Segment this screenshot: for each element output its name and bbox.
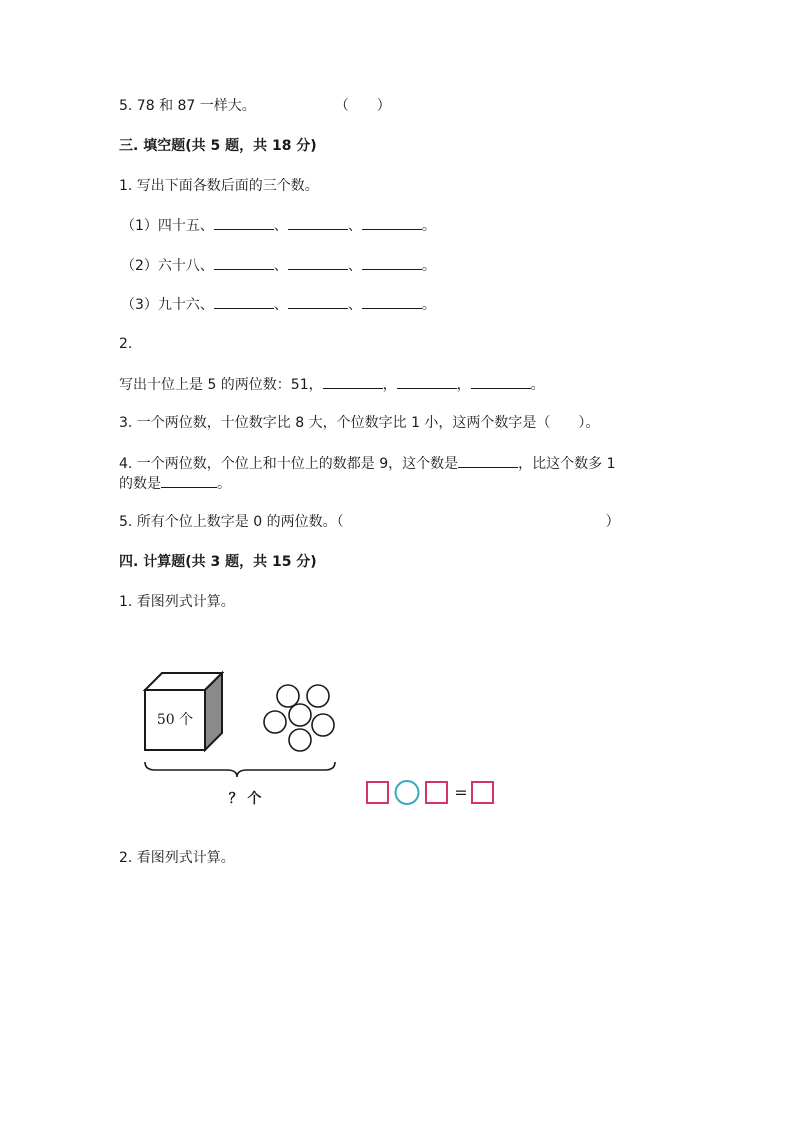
circle-icon bbox=[307, 685, 329, 707]
answer-blank[interactable] bbox=[161, 473, 217, 488]
answer-box[interactable] bbox=[472, 782, 493, 803]
separator: 、 bbox=[347, 297, 362, 313]
equals-sign: = bbox=[454, 783, 468, 802]
answer-blank[interactable] bbox=[362, 294, 422, 309]
item-label: （2）六十八、 bbox=[121, 258, 214, 274]
period: 。 bbox=[421, 258, 436, 274]
counting-figure bbox=[130, 660, 530, 820]
answer-box[interactable] bbox=[367, 782, 388, 803]
question-5 bbox=[119, 512, 620, 532]
calc-question-1-stem: 1. 看图列式计算。 bbox=[119, 594, 235, 610]
separator: 、 bbox=[273, 258, 288, 274]
question-2-text: 写出十位上是 5 的两位数：51， bbox=[119, 377, 323, 393]
answer-blank[interactable] bbox=[458, 453, 518, 468]
question-1-item-1 bbox=[121, 215, 436, 236]
tf-question-5-text: 5. 78 和 87 一样大。 bbox=[119, 98, 256, 114]
answer-blank[interactable] bbox=[471, 374, 531, 389]
question-1-item-3 bbox=[121, 294, 436, 315]
circles-group-icon bbox=[264, 685, 334, 751]
question-3: 3. 一个两位数，十位数字比 8 大，个位数字比 1 小，这两个数字是（ ）。 bbox=[119, 415, 600, 431]
question-2 bbox=[119, 374, 545, 395]
answer-blank[interactable] bbox=[362, 255, 422, 270]
answer-blank[interactable] bbox=[214, 215, 274, 230]
brace-label: ？ 个 bbox=[228, 791, 262, 807]
circle-icon bbox=[264, 711, 286, 733]
tf-question-5 bbox=[119, 96, 391, 116]
question-1-item-2 bbox=[121, 255, 436, 276]
question-4-text-end: 的数是 bbox=[119, 476, 161, 492]
cube-icon bbox=[145, 673, 222, 750]
answer-blank[interactable] bbox=[288, 294, 348, 309]
answer-blank[interactable] bbox=[397, 374, 457, 389]
answer-paren[interactable]: （ ） bbox=[334, 98, 391, 114]
answer-blank[interactable] bbox=[214, 255, 274, 270]
circle-icon bbox=[289, 729, 311, 751]
question-4-text: 4. 一个两位数，个位上和十位上的数都是 9，这个数是 bbox=[119, 456, 459, 472]
operator-circle[interactable] bbox=[396, 781, 419, 804]
section-title-calculation: 四. 计算题(共 3 题，共 15 分) bbox=[119, 554, 317, 570]
separator: 、 bbox=[273, 297, 288, 313]
separator: ， bbox=[382, 377, 397, 393]
separator: 、 bbox=[347, 218, 362, 234]
circle-icon bbox=[277, 685, 299, 707]
cube-label: 50 个 bbox=[156, 712, 194, 728]
circle-icon bbox=[312, 714, 334, 736]
answer-blank[interactable] bbox=[214, 294, 274, 309]
separator: 、 bbox=[347, 258, 362, 274]
period: 。 bbox=[217, 476, 231, 492]
answer-blank[interactable] bbox=[323, 374, 383, 389]
question-4-line-2 bbox=[119, 473, 231, 494]
brace-icon bbox=[145, 762, 335, 777]
close-paren: ） bbox=[605, 514, 620, 530]
answer-blank[interactable] bbox=[288, 255, 348, 270]
question-5-text: 5. 所有个位上数字是 0 的两位数。（ bbox=[119, 514, 344, 530]
calc-question-2-stem: 2. 看图列式计算。 bbox=[119, 850, 235, 866]
question-1-stem: 1. 写出下面各数后面的三个数。 bbox=[119, 178, 319, 194]
circle-icon bbox=[289, 704, 311, 726]
period: 。 bbox=[421, 297, 436, 313]
separator: 、 bbox=[273, 218, 288, 234]
question-2-number: 2. bbox=[119, 336, 133, 352]
period: 。 bbox=[530, 377, 545, 393]
answer-blank[interactable] bbox=[288, 215, 348, 230]
section-title-fill-blank: 三. 填空题(共 5 题，共 18 分) bbox=[119, 138, 317, 154]
answer-blank[interactable] bbox=[362, 215, 422, 230]
separator: ， bbox=[456, 377, 471, 393]
question-4-text-continued: ，比这个数多 1 bbox=[518, 456, 616, 472]
item-label: （1）四十五、 bbox=[121, 218, 214, 234]
question-4-line-1 bbox=[119, 453, 616, 474]
period: 。 bbox=[421, 218, 436, 234]
answer-box[interactable] bbox=[426, 782, 447, 803]
item-label: （3）九十六、 bbox=[121, 297, 214, 313]
